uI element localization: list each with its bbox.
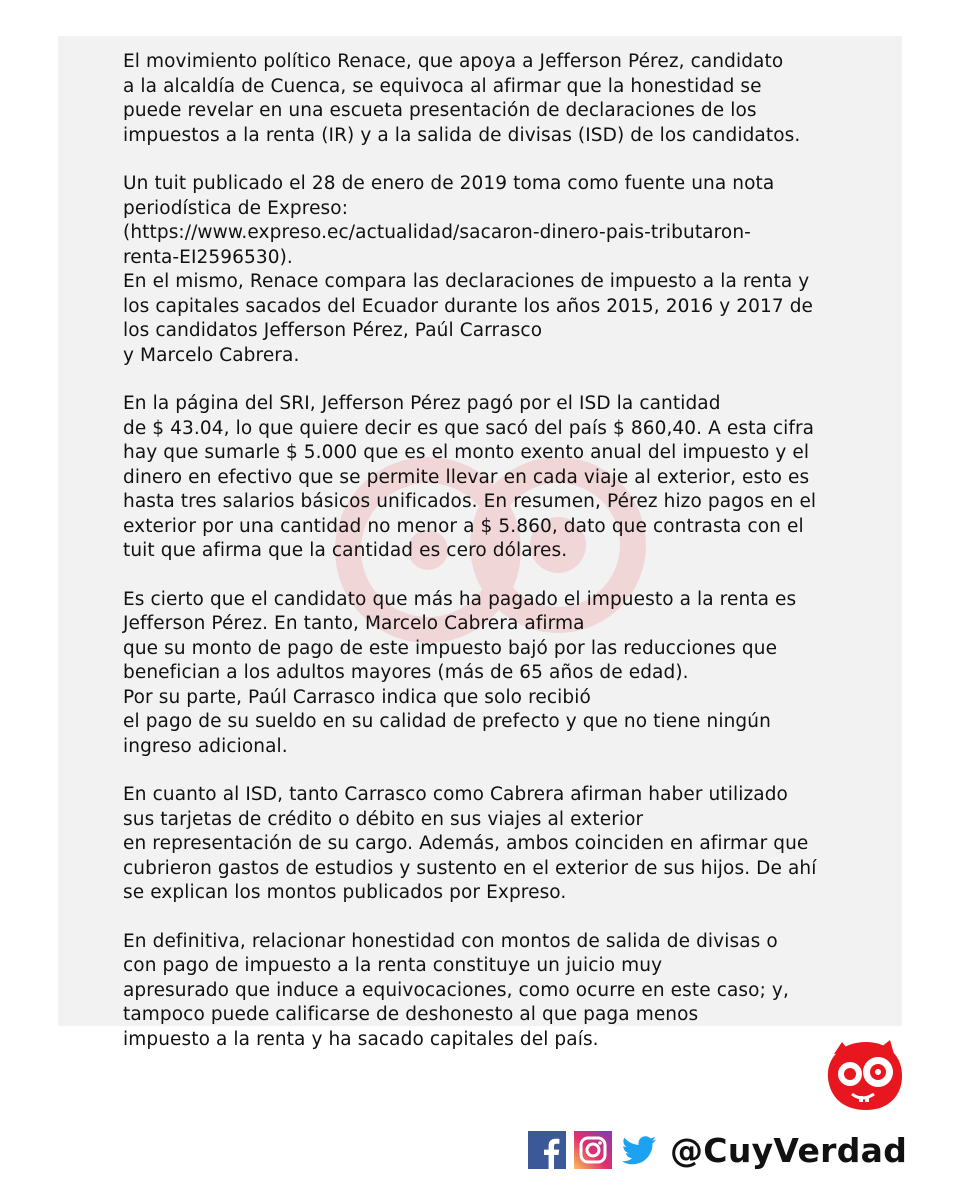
text-line: exterior por una cantidad no menor a $ 5.860, dato que contrasta con el	[123, 515, 804, 537]
article-body	[123, 50, 883, 1076]
text-line: con pago de impuesto a la renta constituye un juicio muy	[123, 955, 663, 976]
article-paragraph	[123, 172, 883, 368]
text-line: renta-EI2596530).	[123, 246, 293, 268]
text-line: periodística de Expreso:	[123, 197, 349, 219]
text-line: Jefferson Pérez. En tanto, Marcelo Cabrera afirma	[123, 613, 585, 634]
text-line: benefician a los adultos mayores (más de 65 años de edad).	[123, 662, 689, 683]
text-line: de $ 43.04, lo que quiere decir es que sacó del país $ 860,40. A esta cifra	[123, 417, 815, 439]
article-paragraph	[123, 392, 883, 564]
text-line: En cuanto al ISD, tanto Carrasco como Cabrera afirman haber utilizado	[123, 784, 788, 805]
text-line: Un tuit publicado el 28 de enero de 2019 toma como fuente una nota	[123, 173, 775, 194]
text-line: a la alcaldía de Cuenca, se equivoca al afirmar que la honestidad se	[123, 75, 762, 97]
text-line: sus tarjetas de crédito o débito en sus viajes al exterior	[123, 808, 644, 830]
text-line: En la página del SRI, Jefferson Pérez pagó por el ISD la cantidad	[123, 393, 721, 414]
social-handle[interactable]: @CuyVerdad	[670, 1130, 908, 1170]
text-line: ingreso adicional.	[123, 735, 288, 757]
text-line: apresurado que induce a equivocaciones, como ocurre en este caso; y,	[123, 979, 789, 1001]
text-line: el pago de su sueldo en su calidad de prefecto y que no tiene ningún	[123, 711, 771, 732]
text-line: cubrieron gastos de estudios y sustento en el exterior de sus hijos. De ahí	[123, 857, 817, 879]
text-line: dinero en efectivo que se permite llevar en cada viaje al exterior, esto es	[123, 466, 810, 488]
article-paragraph	[123, 783, 883, 906]
cuy-mascot-logo-icon	[822, 1038, 906, 1114]
text-line: hasta tres salarios básicos unificados. En resumen, Pérez hizo pagos en el	[123, 491, 817, 512]
text-line: puede revelar en una escueta presentación de declaraciones de los	[123, 100, 757, 121]
text-line: El movimiento político Renace, que apoya a Jefferson Pérez, candidato	[123, 51, 784, 72]
text-line: los capitales sacados del Ecuador durante los años 2015, 2016 y 2017 de	[123, 295, 814, 317]
article-paragraph	[123, 50, 883, 148]
text-line: Es cierto que el candidato que más ha pagado el impuesto a la renta es	[123, 588, 797, 610]
text-line: que su monto de pago de este impuesto bajó por las reducciones que	[123, 637, 778, 659]
text-line: En definitiva, relacionar honestidad con montos de salida de divisas o	[123, 930, 778, 952]
text-line: tuit que afirma que la cantidad es cero dólares.	[123, 540, 568, 561]
text-line: En el mismo, Renace compara las declaraciones de impuesto a la renta y	[123, 271, 810, 292]
text-line: Por su parte, Paúl Carrasco indica que solo recibió	[123, 686, 591, 708]
article-paragraph	[123, 930, 883, 1053]
twitter-icon[interactable]	[620, 1131, 658, 1169]
text-line: impuestos a la renta (IR) y a la salida de divisas (ISD) de los candidatos.	[123, 124, 801, 146]
social-footer	[528, 1128, 907, 1172]
text-line: tampoco puede calificarse de deshonesto al que paga menos	[123, 1004, 699, 1025]
text-line: (https://www.expreso.ec/actualidad/sacaron-dinero-pais-tributaron-	[123, 222, 751, 243]
text-line: los candidatos Jefferson Pérez, Paúl Carrasco	[123, 320, 543, 341]
text-line: en representación de su cargo. Además, ambos coinciden en afirmar que	[123, 833, 809, 854]
facebook-icon[interactable]	[528, 1131, 566, 1169]
text-line: se explican los montos publicados por Expreso.	[123, 882, 567, 903]
text-line: hay que sumarle $ 5.000 que es el monto exento anual del impuesto y el	[123, 442, 810, 463]
instagram-icon[interactable]	[574, 1131, 612, 1169]
text-line: impuesto a la renta y ha sacado capitales del país.	[123, 1028, 599, 1050]
text-line: y Marcelo Cabrera.	[123, 344, 300, 366]
article-paragraph	[123, 588, 883, 760]
